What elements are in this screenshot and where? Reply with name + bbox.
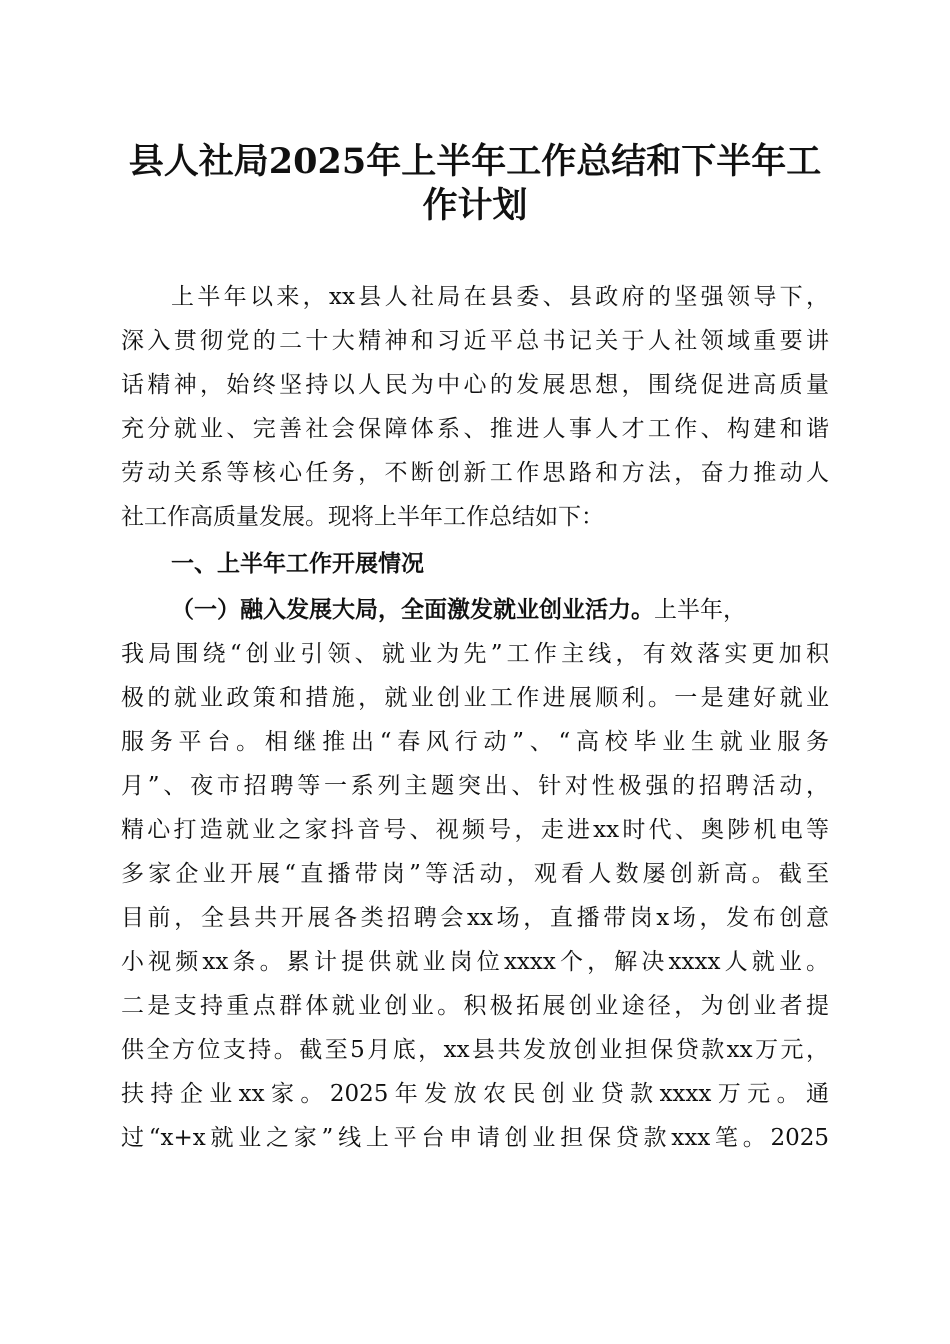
paragraph-line: 扶持企业xx家。2025年发放农民创业贷款xxxx万元。通: [121, 1081, 829, 1107]
paragraph-line: 我局围绕“创业引领、就业为先”工作主线，有效落实更加积: [121, 641, 829, 667]
paragraph-line: 深入贯彻党的二十大精神和习近平总书记关于人社领域重要讲: [121, 328, 829, 354]
document-title-line-1: 县人社局2025年上半年工作总结和下半年工: [128, 141, 822, 182]
subsection-lead: 上半年，: [654, 597, 746, 623]
paragraph-line: 过“x+x就业之家”线上平台申请创业担保贷款xxx笔。2025: [121, 1125, 829, 1151]
subsection-line: [171, 588, 829, 632]
paragraph-line: 精心打造就业之家抖音号、视频号，走进xx时代、奥陟机电等: [121, 817, 829, 843]
paragraph-line: 上半年以来，xx县人社局在县委、县政府的坚强领导下，: [171, 284, 829, 310]
paragraph-line: 小视频xx条。累计提供就业岗位xxxx个，解决xxxx人就业。: [121, 949, 829, 975]
paragraph-line: 多家企业开展“直播带岗”等活动，观看人数屡创新高。截至: [121, 861, 829, 887]
paragraph-line: 服务平台。相继推出“春风行动”、“高校毕业生就业服务: [121, 729, 829, 755]
section-heading: 一、上半年工作开展情况: [171, 551, 424, 577]
paragraph-line: 极的就业政策和措施，就业创业工作进展顺利。一是建好就业: [121, 685, 829, 711]
document-title-line-2: 作计划: [422, 185, 528, 226]
paragraph-line: 劳动关系等核心任务，不断创新工作思路和方法，奋力推动人: [121, 460, 829, 486]
paragraph-line: 月”、夜市招聘等一系列主题突出、针对性极强的招聘活动，: [121, 773, 829, 799]
paragraph-line: 社工作高质量发展。现将上半年工作总结如下：: [121, 504, 604, 530]
paragraph-line: 二是支持重点群体就业创业。积极拓展创业途径，为创业者提: [121, 993, 829, 1019]
paragraph-line: 目前，全县共开展各类招聘会xx场，直播带岗x场，发布创意: [121, 905, 829, 931]
paragraph-line: 供全方位支持。截至5月底，xx县共发放创业担保贷款xx万元，: [121, 1037, 829, 1063]
paragraph-line: 充分就业、完善社会保障体系、推进人事人才工作、构建和谐: [121, 416, 829, 442]
subsection-heading: （一）融入发展大局，全面激发就业创业活力。: [171, 596, 654, 623]
paragraph-line: 话精神，始终坚持以人民为中心的发展思想，围绕促进高质量: [121, 372, 829, 398]
